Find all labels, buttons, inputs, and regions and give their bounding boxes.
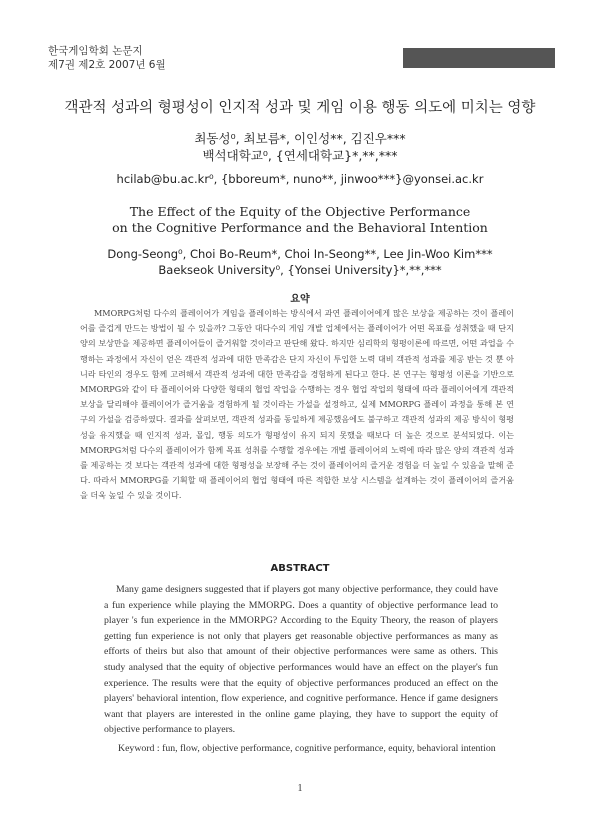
abstract-english-heading: ABSTRACT — [270, 563, 330, 574]
authors-english — [0, 246, 600, 278]
authors-english-affiliations: Baekseok University⁰, {Yonsei University}*,**,*** — [158, 263, 442, 277]
authors-korean-affiliations: 백석대학교⁰, {연세대학교}*,**,*** — [202, 148, 398, 163]
authors-english-names: Dong-Seong⁰, Choi Bo-Reum*, Choi In-Seong**, Lee Jin-Woo Kim*** — [107, 247, 493, 261]
abstract-korean-heading: 요약 — [290, 294, 310, 305]
authors-korean — [0, 130, 600, 164]
abstract-korean-body: MMORPG처럼 다수의 플레이어가 게임을 플레이하는 방식에서 과연 플레이어에게 많은 보상을 제공하는 것이 플레이어를 즐겁게 만드는 방법이 될 수 있을까? 그동안 대다수의 게임 개발 업체에서는 플레이어가 어떤 목표를 성취했을 때 단지 양의 보상만을 제공하면 플레이어들이 즐거워할 것이라고 판단해 왔다. 하지만 심리학의 형평이론에 따르면, 어떤 과업을 수행하는 과정에서 자신이 얻은 객관적 성과에 대한 만족감은 단지 자신이 투입한 노력 대비 객관적 성과를 제공 받는 것 뿐 아니라 타인의 경우도 함께 고려해서 객관적 성과에 대한 만족감을 경험하게 된다고 한다. 본 연구는 형평성 이론을 기반으로 MMORPG와 같이 타 플레이어와 다양한 형태의 협업 작업을 수행하는 경우 협업 작업의 형태에 따라 플레이어에게 객관적 보상을 달리해야 플레이어가 즐거움을 경험하게 될 것이라는 가설을 설정하고, 실제 MMORPG 플레이 과정을 통해 본 연구의 가설을 검증하였다. 결과를 살펴보면, 객관적 성과를 동일하게 제공했음에도 불구하고 객관적 성과의 제공 방식이 형평성을 유지했을 때 인지적 성과, 몰입, 행동 의도가 형평성이 유지 되지 못했을 때보다 더 높은 것으로 분석되었다. 이는 MMORPG처럼 다수의 플레이어가 함께 목표 성취를 수행할 경우에는 개별 플레이어의 노력에 따라 많은 양의 객관적 성과를 제공하는 것 보다는 객관적 성과에 대한 형평성을 보장해 주는 것이 플레이어의 즐거운 경험을 더 높일 수 있음을 말해 준다. 따라서 MMORPG를 기획할 때 플레이어의 협업 형태에 따른 적합한 보상 시스템을 설계하는 것이 플레이어의 즐거움을 더욱 높일 수 있을 것이다. — [80, 308, 514, 501]
journal-header — [48, 44, 166, 72]
abstract-english-body: Many game designers suggested that if players got many objective performance, they could have a fun experience while playing the MMORPG. Does a quantity of objective performance lead to player 's fun experience in the MMORPG? According to the Equity Theory, the reason of players getting fun experience is not only that players get reasonable objective performances as many as efforts of theirs but also that amount of their objective performances were same as others. This study analysed that the equity of objective performances would have an effect on the player's fun experience. The results were that the equity of objective performances produced an effect on the players' behavioral intention, flow experience, and cognitive performance. Hence if game designers want that players are interested in the online game playing, they have to support the equity of objective performance to players. — [104, 584, 498, 736]
authors-korean-names: 최동성⁰, 최보름*, 이인성**, 김진우*** — [194, 131, 406, 146]
journal-issue: 제7권 제2호 2007년 6월 — [48, 59, 166, 71]
title-english — [0, 204, 600, 236]
title-korean: 객관적 성과의 형평성이 인지적 성과 및 게임 이용 행동 의도에 미치는 영향 — [64, 100, 536, 116]
page-number: 1 — [297, 783, 303, 794]
keywords: Keyword : fun, flow, objective performance, cognitive performance, equity, behavioral intention — [118, 743, 496, 754]
author-emails: hcilab@bu.ac.kr⁰, {bboreum*, nuno**, jinwoo***}@yonsei.ac.kr — [116, 172, 484, 186]
header-bar — [403, 48, 555, 68]
journal-name: 한국게임학회 논문지 — [48, 45, 143, 57]
title-english-line2: on the Cognitive Performance and the Behavioral Intention — [112, 220, 488, 235]
title-english-line1: The Effect of the Equity of the Objective Performance — [129, 204, 471, 219]
